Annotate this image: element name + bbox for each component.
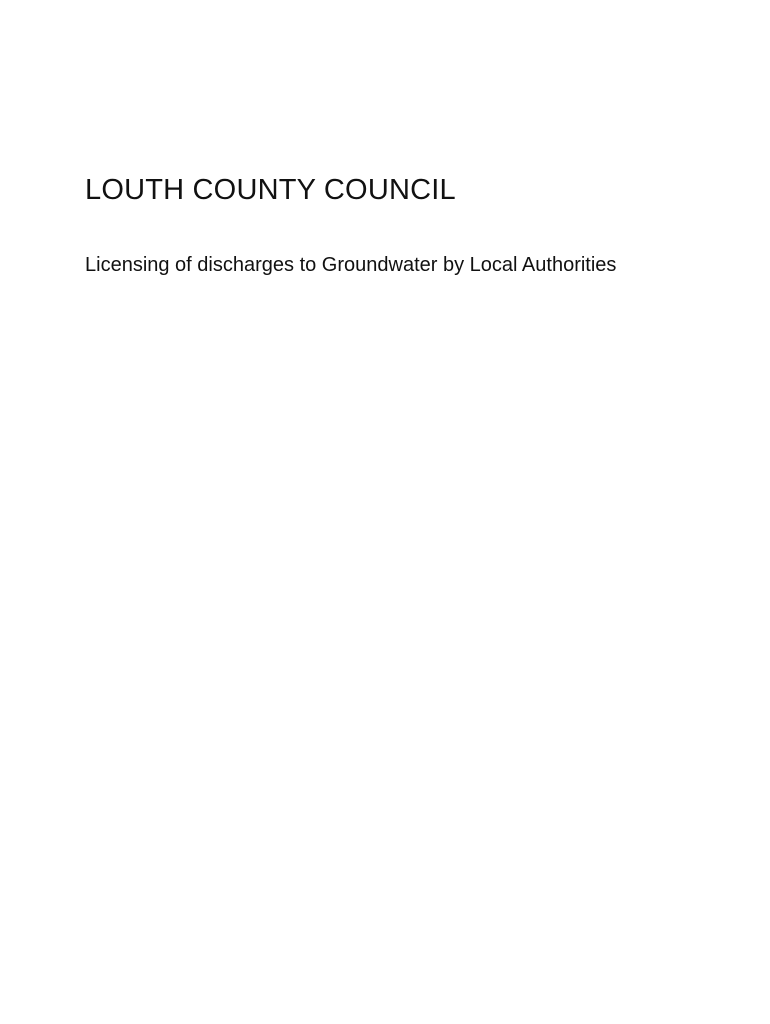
document-title: LOUTH COUNTY COUNCIL [85, 174, 456, 206]
document-subtitle: Licensing of discharges to Groundwater by Local Authorities [85, 254, 617, 276]
